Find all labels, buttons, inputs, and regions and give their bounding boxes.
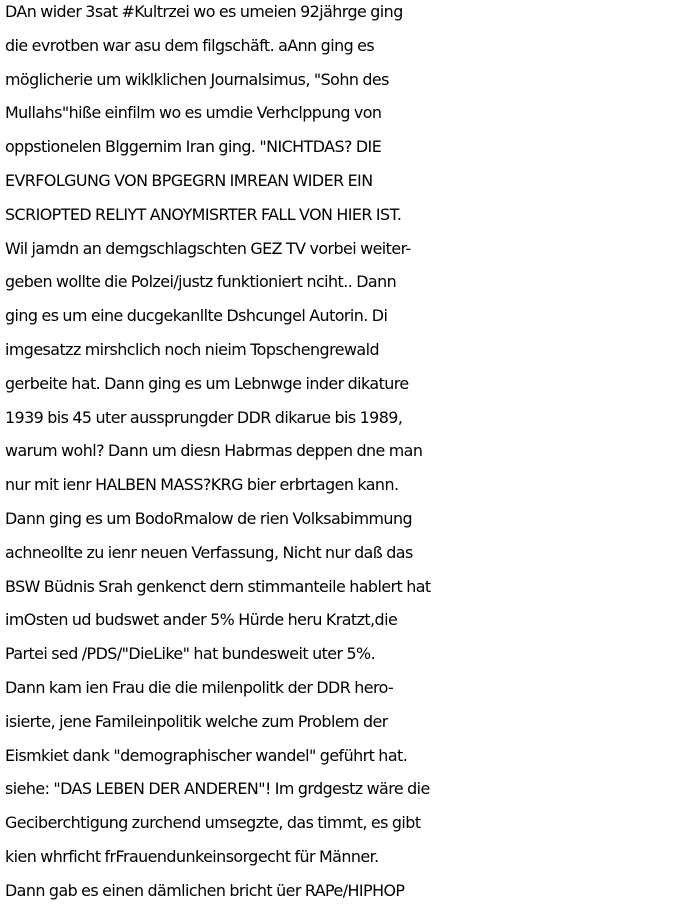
text-line: SCRIOPTED RELIYT ANOYMISRTER FALL VON HIER IST.	[5, 204, 402, 224]
text-line: kien whrficht frFrauendunkeinsorgecht für Männer.	[5, 846, 379, 866]
text-line: EVRFOLGUNG VON BPGEGRN IMREAN WIDER EIN	[5, 170, 373, 190]
text-line: imOsten ud budswet ander 5% Hürde heru Kratzt,die	[5, 610, 398, 630]
text-line: BSW Büdnis Srah genkenct dern stimmanteile hablert hat	[5, 576, 431, 596]
text-line: isierte, jene Famileinpolitik welche zum Problem der	[5, 711, 388, 731]
text-line: möglicherie um wiklklichen Journalsimus, "Sohn des	[5, 69, 389, 89]
text-line: Partei sed /PDS/"DieLike" hat bundesweit uter 5%.	[5, 644, 376, 664]
text-line: Mullahs"hiße einfilm wo es umdie Verhclppung von	[5, 103, 382, 123]
text-line: Dann ging es um BodoRmalow de rien Volksabimmung	[5, 508, 413, 528]
text-line: nur mit ienr HALBEN MASS?KRG bier erbrtagen kann.	[5, 475, 399, 495]
text-line: siehe: "DAS LEBEN DER ANDEREN"! Im grdgestz wäre die	[5, 779, 430, 799]
text-line: ging es um eine ducgekanllte Dshcungel Autorin. Di	[5, 306, 388, 326]
text-line: die evrotben war asu dem filgschäft. aAnn ging es	[5, 35, 375, 55]
text-line: DAn wider 3sat #Kultrzei wo es umeien 92jährge ging	[5, 2, 403, 21]
text-line: achneollte zu ienr neuen Verfassung, Nicht nur daß das	[5, 542, 413, 562]
text-line: geben wollte die Polzei/justz funktioniert nciht.. Dann	[5, 272, 397, 292]
text-line: Geciberchtigung zurchend umsegzte, das timmt, es gibt	[5, 813, 421, 833]
text-line: Dann gab es einen dämlichen bricht üer RAPe/HIPHOP	[5, 880, 405, 900]
text-line: oppstionelen Blggernim Iran ging. "NICHTDAS? DIE	[5, 137, 382, 157]
text-line: imgesatzz mirshclich noch nieim Topschengrewald	[5, 339, 379, 359]
text-line: 1939 bis 45 uter aussprungder DDR dikarue bis 1989,	[5, 407, 403, 427]
text-line: Dann kam ien Frau die die milenpolitk der DDR hero-	[5, 677, 394, 697]
text-line: Eismkiet dank "demographischer wandel" geführt hat.	[5, 745, 408, 765]
text-line: warum wohl? Dann um diesn Habrmas deppen dne man	[5, 441, 423, 461]
text-line: Wil jamdn an demgschlagschten GEZ TV vorbei weiter-	[5, 238, 411, 258]
text-line: gerbeite hat. Dann ging es um Lebnwge inder dikature	[5, 373, 409, 393]
